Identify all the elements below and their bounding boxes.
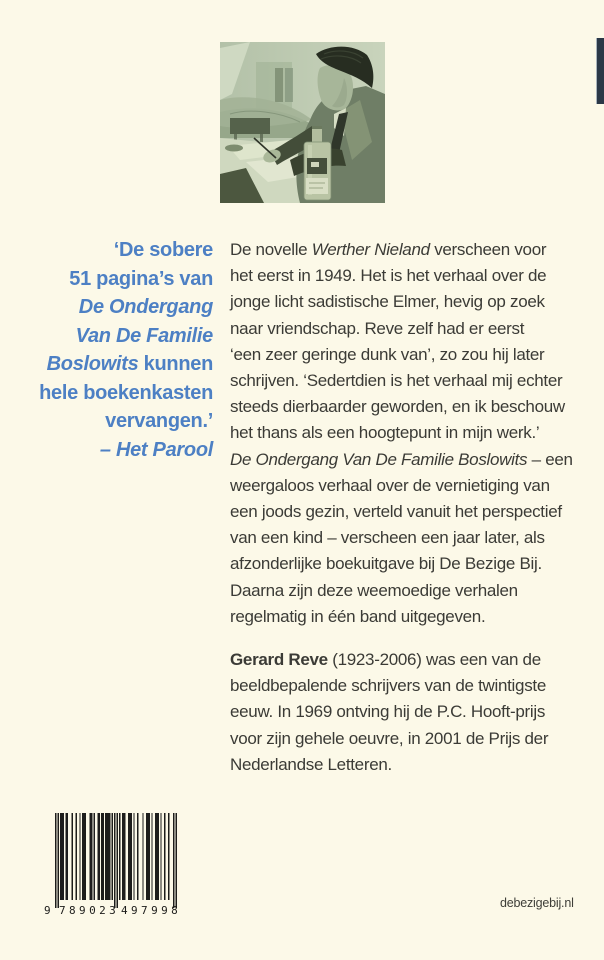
text-line: het eerst in 1949. Het is het verhaal over de <box>230 266 547 286</box>
text-line: voor zijn gehele oeuvre, in 2001 de Prijs der <box>230 728 549 748</box>
spine-stripe <box>596 38 604 104</box>
barcode-digits-right: 497998 <box>121 904 182 917</box>
text-line: 51 pagina’s van <box>69 267 213 290</box>
book-description <box>230 237 573 630</box>
text-line: hele boekenkasten <box>39 381 213 404</box>
text-line: Gerard Reve (1923-2006) was een van de <box>230 650 541 669</box>
author-photo-illustration <box>220 42 385 203</box>
text-line: – Het Parool <box>99 438 213 461</box>
barcode-digit-first: 9 <box>44 904 51 917</box>
barcode-digits-left: 789023 <box>59 904 120 917</box>
text-line: vervangen.’ <box>105 410 213 432</box>
author-photo <box>220 42 385 203</box>
text-line: steeds dierbaarder geworden, en ik beschouw <box>230 397 565 417</box>
text-line: Boslowits kunnen <box>46 353 213 375</box>
author-bio <box>230 647 549 778</box>
text-line: jonge licht sadistische Elmer, hevig op zoek <box>230 292 545 312</box>
text-line: ‘een zeer geringe dunk van’, zo zou hij later <box>230 344 545 364</box>
barcode-bars <box>55 813 177 908</box>
text-line: De Ondergang Van De Familie Boslowits – een <box>230 449 573 469</box>
press-quote <box>28 236 213 464</box>
text-line: van een kind – verscheen een jaar later, als <box>230 528 545 548</box>
text-line: Van De Familie <box>75 324 213 347</box>
text-line: het thans als een hoogtepunt in mijn werk.’ <box>230 423 540 443</box>
text-line: weergaloos verhaal over de vernietiging van <box>230 475 550 495</box>
text-line: eeuw. In 1969 ontving hij de P.C. Hooft-prijs <box>230 702 546 722</box>
text-line: naar vriendschap. Reve zelf had er eerst <box>230 318 525 338</box>
text-line: De Ondergang <box>78 296 213 318</box>
text-line: een joods gezin, verteld vanuit het perspectief <box>230 502 562 522</box>
text-line: De novelle Werther Nieland verscheen voor <box>230 240 547 259</box>
publisher-website: debezigebij.nl <box>500 896 574 910</box>
text-line: Daarna zijn deze weemoedige verhalen <box>230 580 518 600</box>
text-line: ‘De sobere <box>113 239 213 261</box>
text-line: regelmatig in één band uitgegeven. <box>230 606 486 626</box>
text-line: beeldbepalende schrijvers van de twintigste <box>230 676 546 696</box>
text-line: Nederlandse Letteren. <box>230 754 392 774</box>
text-line: schrijven. ‘Sedertdien is het verhaal mij echter <box>230 371 563 391</box>
text-line: afzonderlijke boekuitgave bij De Bezige Bij. <box>230 554 542 574</box>
barcode <box>44 810 184 920</box>
